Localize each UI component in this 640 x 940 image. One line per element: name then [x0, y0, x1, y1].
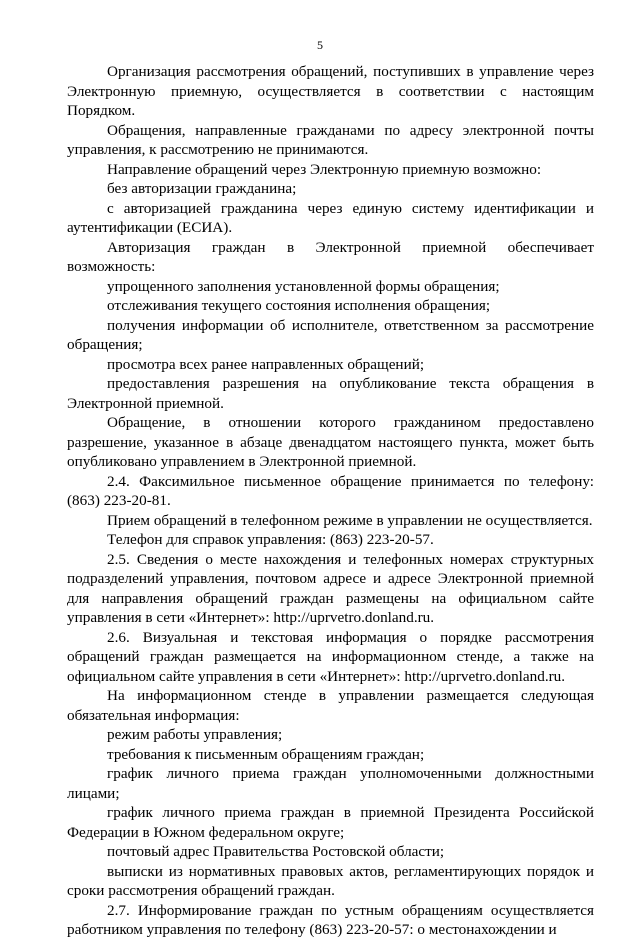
paragraph: Прием обращений в телефонном режиме в управлении не осуществляется.: [107, 511, 593, 529]
paragraph: выписки из нормативных правовых актов, регламентирующих порядок и сроки рассмотрения обращений граждан.: [67, 862, 594, 899]
paragraph: график личного приема граждан уполномоченными должностными лицами;: [67, 765, 594, 802]
paragraph: график личного приема граждан в приемной Президента Российской Федерации в Южном федеральном округе;: [67, 804, 594, 841]
paragraph: отслеживания текущего состояния исполнения обращения;: [107, 297, 491, 314]
paragraph: Обращения, направленные гражданами по адресу электронной почты управления, к рассмотрению не принимаются.: [67, 121, 594, 158]
paragraph: требования к письменным обращениям граждан;: [107, 745, 425, 763]
paragraph: предоставления разрешения на опубликование текста обращения в Электронной приемной.: [67, 375, 594, 412]
paragraph: режим работы управления;: [107, 726, 283, 743]
paragraph: Организация рассмотрения обращений, поступивших в управление через Электронную приемную, осуществляется в соответствии с настоящим Порядком.: [67, 63, 594, 119]
paragraph: с авторизацией гражданина через единую систему идентификации и аутентификации (ЕСИА).: [67, 199, 594, 236]
paragraph: 2.4. Факсимильное письменное обращение принимается по телефону: (863) 223-20-81.: [67, 472, 594, 509]
paragraph: просмотра всех ранее направленных обращений;: [107, 355, 425, 373]
paragraph: 2.7. Информирование граждан по устным обращениям осуществляется работником управления по телефону (863) 223-20-57: о местонахождении и: [67, 901, 594, 938]
paragraph: Обращение, в отношении которого гражданином предоставлено разрешение, указанное в абзаце двенадцатом настоящего пункта, может быть опубликовано управлением в Электронной приемной.: [67, 414, 594, 470]
page-number: 5: [317, 38, 323, 52]
paragraph: упрощенного заполнения установленной формы обращения;: [107, 277, 500, 295]
paragraph: почтовый адрес Правительства Ростовской области;: [107, 843, 445, 860]
document-body: [67, 62, 594, 940]
paragraph: На информационном стенде в управлении размещается следующая обязательная информация:: [67, 687, 594, 724]
paragraph: без авторизации гражданина;: [107, 180, 297, 197]
paragraph: Телефон для справок управления: (863) 223-20-57.: [107, 531, 434, 548]
paragraph: 2.5. Сведения о месте нахождения и телефонных номерах структурных подразделений управления, почтовом адресе и адресе Электронной приемной для направления обращений граждан размещены на официальном сайте управления в сети «Интернет»: http://uprvetro.donland.ru.: [67, 550, 594, 626]
paragraph: Направление обращений через Электронную приемную возможно:: [107, 160, 542, 178]
paragraph: Авторизация граждан в Электронной приемной обеспечивает возможность:: [67, 238, 594, 275]
paragraph: получения информации об исполнителе, ответственном за рассмотрение обращения;: [67, 316, 594, 353]
paragraph: 2.6. Визуальная и текстовая информация о порядке рассмотрения обращений граждан размещается на информационном стенде, а также на официальном сайте управления в сети «Интернет»: http://uprvetro.donland.ru.: [67, 628, 594, 685]
